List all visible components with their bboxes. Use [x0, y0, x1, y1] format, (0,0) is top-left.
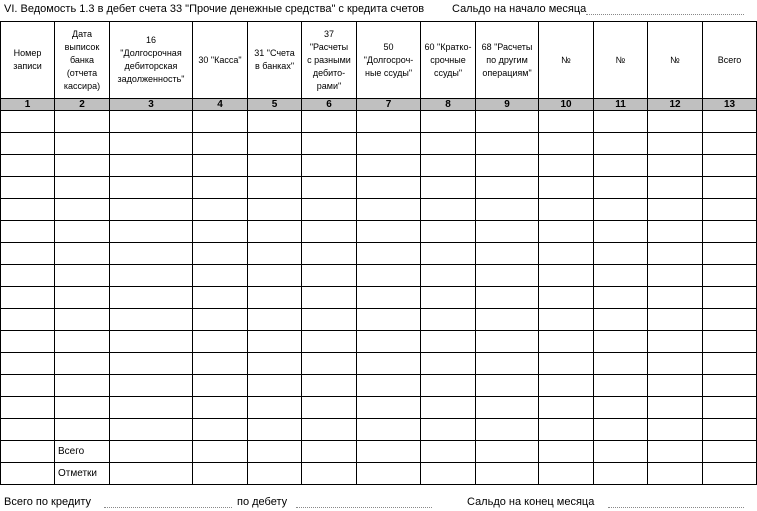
entry-rows: [1, 111, 757, 485]
column-header: [703, 22, 757, 99]
table-cell[interactable]: [539, 265, 594, 287]
column-number: 13: [703, 99, 757, 111]
column-header: [357, 22, 421, 99]
table-cell[interactable]: [302, 221, 357, 243]
table-cell[interactable]: [703, 155, 757, 177]
total-row: [1, 441, 757, 463]
table-cell[interactable]: [594, 309, 648, 331]
table-cell[interactable]: [1, 199, 55, 221]
debit-field[interactable]: [296, 507, 432, 508]
table-cell[interactable]: [193, 221, 248, 243]
table-cell[interactable]: [302, 441, 357, 463]
table-cell[interactable]: [648, 353, 703, 375]
table-cell[interactable]: [703, 221, 757, 243]
table-cell[interactable]: [594, 419, 648, 441]
table-cell[interactable]: [421, 177, 476, 199]
table-cell[interactable]: [193, 309, 248, 331]
total-row-label: Всего: [55, 441, 110, 463]
table-cell[interactable]: [594, 265, 648, 287]
table-cell[interactable]: [248, 309, 302, 331]
table-cell[interactable]: [703, 287, 757, 309]
table-cell[interactable]: [421, 243, 476, 265]
column-header: [302, 22, 357, 99]
table-cell[interactable]: [193, 397, 248, 419]
table-cell[interactable]: [55, 397, 110, 419]
table-cell[interactable]: [703, 199, 757, 221]
table-cell[interactable]: [703, 353, 757, 375]
table-cell[interactable]: [302, 397, 357, 419]
table-cell[interactable]: [1, 177, 55, 199]
column-header: [594, 22, 648, 99]
table-cell[interactable]: [594, 397, 648, 419]
table-cell[interactable]: [55, 419, 110, 441]
table-cell[interactable]: [357, 353, 421, 375]
table-cell[interactable]: [476, 199, 539, 221]
table-cell[interactable]: [594, 243, 648, 265]
table-cell[interactable]: [193, 265, 248, 287]
table-cell[interactable]: [110, 353, 193, 375]
table-cell[interactable]: [110, 331, 193, 353]
column-number: 1: [1, 99, 55, 111]
table-cell[interactable]: [55, 243, 110, 265]
table-cell[interactable]: [248, 287, 302, 309]
table-cell[interactable]: [421, 265, 476, 287]
table-cell[interactable]: [110, 375, 193, 397]
table-cell[interactable]: [110, 155, 193, 177]
table-cell[interactable]: [648, 441, 703, 463]
table-cell[interactable]: [248, 133, 302, 155]
table-cell[interactable]: [476, 155, 539, 177]
table-row: [1, 221, 757, 243]
table-cell[interactable]: [594, 177, 648, 199]
column-header: [248, 22, 302, 99]
column-header-text: 31 "Счета в банках": [254, 48, 295, 71]
table-cell[interactable]: [302, 331, 357, 353]
marks-row: [1, 463, 757, 485]
table-cell[interactable]: [421, 375, 476, 397]
table-cell[interactable]: [539, 111, 594, 133]
table-cell[interactable]: [357, 243, 421, 265]
table-cell[interactable]: [110, 111, 193, 133]
table-row: [1, 243, 757, 265]
table-cell[interactable]: [248, 155, 302, 177]
table-cell[interactable]: [703, 331, 757, 353]
column-header-text: 60 "Кратко- срочные ссуды": [424, 41, 472, 78]
table-cell[interactable]: [421, 199, 476, 221]
table-cell[interactable]: [357, 375, 421, 397]
table-cell[interactable]: [421, 441, 476, 463]
table-cell[interactable]: [476, 397, 539, 419]
table-cell[interactable]: [357, 265, 421, 287]
table-cell[interactable]: [703, 375, 757, 397]
table-cell[interactable]: [421, 287, 476, 309]
table-cell[interactable]: [110, 397, 193, 419]
table-cell[interactable]: [248, 111, 302, 133]
marks-row-label: Отметки: [55, 463, 110, 485]
table-cell[interactable]: [648, 265, 703, 287]
column-header: [476, 22, 539, 99]
table-cell[interactable]: [476, 463, 539, 485]
table-row: [1, 397, 757, 419]
table-cell[interactable]: [421, 155, 476, 177]
table-row: [1, 265, 757, 287]
table-cell[interactable]: [594, 353, 648, 375]
table-cell[interactable]: [110, 419, 193, 441]
table-cell[interactable]: [539, 375, 594, 397]
table-cell[interactable]: [648, 309, 703, 331]
table-cell[interactable]: [1, 221, 55, 243]
column-header: [539, 22, 594, 99]
table-cell[interactable]: [110, 441, 193, 463]
table-cell[interactable]: [476, 331, 539, 353]
table-cell[interactable]: [248, 331, 302, 353]
column-number: 7: [357, 99, 421, 111]
column-header-text: Дата выписок банка (отчета кассира): [63, 28, 101, 91]
table-cell[interactable]: [302, 309, 357, 331]
column-number: 8: [421, 99, 476, 111]
table-cell[interactable]: [1, 265, 55, 287]
table-cell[interactable]: [539, 287, 594, 309]
table-cell[interactable]: [110, 221, 193, 243]
table-cell[interactable]: [193, 331, 248, 353]
table-cell[interactable]: [539, 309, 594, 331]
table-cell[interactable]: [648, 287, 703, 309]
table-cell[interactable]: [1, 441, 55, 463]
table-cell[interactable]: [357, 177, 421, 199]
table-cell[interactable]: [302, 111, 357, 133]
table-cell[interactable]: [594, 221, 648, 243]
table-cell[interactable]: [248, 221, 302, 243]
table-cell[interactable]: [357, 155, 421, 177]
table-cell[interactable]: [193, 243, 248, 265]
table-cell[interactable]: [594, 133, 648, 155]
table-cell[interactable]: [648, 177, 703, 199]
table-cell[interactable]: [302, 155, 357, 177]
table-row: [1, 375, 757, 397]
table-cell[interactable]: [55, 309, 110, 331]
table-cell[interactable]: [1, 463, 55, 485]
table-cell[interactable]: [703, 397, 757, 419]
table-cell[interactable]: [1, 133, 55, 155]
table-cell[interactable]: [55, 287, 110, 309]
table-cell[interactable]: [357, 111, 421, 133]
table-cell[interactable]: [302, 375, 357, 397]
table-cell[interactable]: [302, 199, 357, 221]
table-row: [1, 419, 757, 441]
column-header-text: 50 "Долгосроч- ные ссуды": [363, 41, 414, 78]
table-cell[interactable]: [357, 199, 421, 221]
table-cell[interactable]: [539, 221, 594, 243]
table-cell[interactable]: [703, 111, 757, 133]
table-cell[interactable]: [703, 309, 757, 331]
table-cell[interactable]: [193, 177, 248, 199]
table-cell[interactable]: [357, 287, 421, 309]
table-row: [1, 111, 757, 133]
table-cell[interactable]: [421, 309, 476, 331]
credit-total-label: Всего по кредиту: [4, 496, 92, 508]
table-cell[interactable]: [421, 221, 476, 243]
table-cell[interactable]: [476, 309, 539, 331]
table-cell[interactable]: [539, 133, 594, 155]
table-cell[interactable]: [110, 265, 193, 287]
table-cell[interactable]: [703, 463, 757, 485]
credit-total-field[interactable]: [104, 507, 232, 508]
column-header-text: 68 "Расчеты по другим операциям": [481, 41, 533, 78]
table-cell[interactable]: [648, 111, 703, 133]
table-cell[interactable]: [1, 331, 55, 353]
table-cell[interactable]: [594, 199, 648, 221]
table-cell[interactable]: [476, 441, 539, 463]
table-cell[interactable]: [1, 155, 55, 177]
table-cell[interactable]: [1, 353, 55, 375]
table-cell[interactable]: [539, 441, 594, 463]
table-cell[interactable]: [476, 111, 539, 133]
table-cell[interactable]: [703, 243, 757, 265]
table-cell[interactable]: [539, 177, 594, 199]
table-cell[interactable]: [648, 397, 703, 419]
table-cell[interactable]: [357, 331, 421, 353]
column-header-text: №: [670, 54, 680, 65]
table-cell[interactable]: [248, 397, 302, 419]
header-row: [1, 22, 757, 99]
table-cell[interactable]: [648, 199, 703, 221]
table-cell[interactable]: [357, 419, 421, 441]
table-cell[interactable]: [539, 331, 594, 353]
column-number: 10: [539, 99, 594, 111]
table-cell[interactable]: [421, 133, 476, 155]
saldo-start-field[interactable]: [586, 14, 744, 15]
table-cell[interactable]: [1, 309, 55, 331]
column-header-text: №: [615, 54, 626, 65]
table-row: [1, 287, 757, 309]
table-cell[interactable]: [648, 133, 703, 155]
table-cell[interactable]: [357, 463, 421, 485]
table-cell[interactable]: [357, 221, 421, 243]
column-number: 4: [193, 99, 248, 111]
table-cell[interactable]: [248, 265, 302, 287]
table-cell[interactable]: [476, 133, 539, 155]
saldo-start-label: Сальдо на начало месяца: [452, 3, 587, 15]
table-cell[interactable]: [648, 243, 703, 265]
table-cell[interactable]: [539, 155, 594, 177]
table-cell[interactable]: [1, 397, 55, 419]
table-cell[interactable]: [539, 419, 594, 441]
table-cell[interactable]: [1, 419, 55, 441]
table-cell[interactable]: [55, 155, 110, 177]
table-cell[interactable]: [421, 397, 476, 419]
table-cell[interactable]: [248, 177, 302, 199]
column-header: [55, 22, 110, 99]
column-number-row: [1, 99, 757, 111]
table-cell[interactable]: [193, 133, 248, 155]
table-cell[interactable]: [1, 287, 55, 309]
table-cell[interactable]: [193, 287, 248, 309]
table-cell[interactable]: [302, 419, 357, 441]
table-cell[interactable]: [703, 177, 757, 199]
table-cell[interactable]: [648, 375, 703, 397]
table-cell[interactable]: [193, 353, 248, 375]
table-cell[interactable]: [248, 441, 302, 463]
table-cell[interactable]: [193, 419, 248, 441]
table-cell[interactable]: [193, 441, 248, 463]
table-row: [1, 353, 757, 375]
debit-label: по дебету: [237, 496, 288, 508]
column-number: 2: [55, 99, 110, 111]
table-cell[interactable]: [110, 177, 193, 199]
table-cell[interactable]: [703, 133, 757, 155]
table-cell[interactable]: [421, 353, 476, 375]
table-cell[interactable]: [1, 375, 55, 397]
table-cell[interactable]: [421, 331, 476, 353]
table-cell[interactable]: [110, 463, 193, 485]
table-cell[interactable]: [1, 111, 55, 133]
table-cell[interactable]: [110, 133, 193, 155]
column-header: [1, 22, 55, 99]
table-cell[interactable]: [476, 419, 539, 441]
table-cell[interactable]: [703, 441, 757, 463]
table-cell[interactable]: [302, 463, 357, 485]
column-number: 3: [110, 99, 193, 111]
table-cell[interactable]: [110, 287, 193, 309]
table-cell[interactable]: [476, 177, 539, 199]
page-title: VI. Ведомость 1.3 в дебет счета 33 "Прочие денежные средства" с кредита счетов: [4, 3, 425, 15]
table-cell[interactable]: [110, 199, 193, 221]
ledger-table: [0, 21, 757, 485]
table-cell[interactable]: [594, 287, 648, 309]
column-header-text: 37 "Расчеты с разными дебито- рами": [307, 28, 351, 91]
table-cell[interactable]: [302, 265, 357, 287]
table-cell[interactable]: [193, 375, 248, 397]
table-row: [1, 133, 757, 155]
table-cell[interactable]: [55, 331, 110, 353]
table-cell[interactable]: [55, 111, 110, 133]
table-cell[interactable]: [55, 353, 110, 375]
saldo-end-label: Сальдо на конец месяца: [467, 496, 595, 508]
table-row: [1, 155, 757, 177]
column-number: 12: [648, 99, 703, 111]
column-header-text: 30 "Касса": [198, 54, 242, 65]
table-cell[interactable]: [539, 397, 594, 419]
table-cell[interactable]: [193, 155, 248, 177]
column-header-text: Номер записи: [13, 48, 42, 71]
table-cell[interactable]: [594, 111, 648, 133]
table-cell[interactable]: [648, 463, 703, 485]
table-cell[interactable]: [476, 353, 539, 375]
table-cell[interactable]: [648, 221, 703, 243]
table-cell[interactable]: [193, 111, 248, 133]
column-header-text: 16 "Долгосрочная дебиторская задолженность": [117, 35, 185, 84]
table-cell[interactable]: [55, 221, 110, 243]
table-cell[interactable]: [476, 287, 539, 309]
table-cell[interactable]: [55, 199, 110, 221]
column-number: 9: [476, 99, 539, 111]
table-cell[interactable]: [193, 463, 248, 485]
table-cell[interactable]: [248, 375, 302, 397]
column-header-text: №: [561, 54, 571, 65]
table-cell[interactable]: [357, 309, 421, 331]
table-cell[interactable]: [248, 419, 302, 441]
table-cell[interactable]: [110, 309, 193, 331]
table-cell[interactable]: [421, 463, 476, 485]
table-cell[interactable]: [421, 111, 476, 133]
table-cell[interactable]: [648, 155, 703, 177]
table-cell[interactable]: [594, 375, 648, 397]
column-number: 11: [594, 99, 648, 111]
table-cell[interactable]: [421, 419, 476, 441]
saldo-end-field[interactable]: [608, 507, 744, 508]
table-cell[interactable]: [703, 265, 757, 287]
column-header-text: Всего: [717, 54, 742, 65]
table-cell[interactable]: [476, 375, 539, 397]
table-cell[interactable]: [248, 243, 302, 265]
table-cell[interactable]: [703, 419, 757, 441]
table-cell[interactable]: [539, 243, 594, 265]
table-cell[interactable]: [539, 463, 594, 485]
table-cell[interactable]: [248, 463, 302, 485]
table-cell[interactable]: [357, 133, 421, 155]
column-number: 5: [248, 99, 302, 111]
table-cell[interactable]: [648, 331, 703, 353]
table-cell[interactable]: [539, 353, 594, 375]
table-cell[interactable]: [55, 265, 110, 287]
table-cell[interactable]: [357, 397, 421, 419]
table-row: [1, 177, 757, 199]
table-cell[interactable]: [476, 221, 539, 243]
table-cell[interactable]: [248, 353, 302, 375]
table-cell[interactable]: [110, 243, 193, 265]
table-cell[interactable]: [55, 177, 110, 199]
table-cell[interactable]: [302, 353, 357, 375]
column-header: [110, 22, 193, 99]
table-row: [1, 331, 757, 353]
column-header: [193, 22, 248, 99]
table-row: [1, 309, 757, 331]
table-cell[interactable]: [193, 199, 248, 221]
table-cell[interactable]: [476, 265, 539, 287]
table-cell[interactable]: [539, 199, 594, 221]
table-cell[interactable]: [302, 133, 357, 155]
table-cell[interactable]: [357, 441, 421, 463]
table-cell[interactable]: [55, 133, 110, 155]
table-cell[interactable]: [1, 243, 55, 265]
column-number: 6: [302, 99, 357, 111]
table-cell[interactable]: [594, 155, 648, 177]
table-cell[interactable]: [55, 375, 110, 397]
table-cell[interactable]: [302, 287, 357, 309]
table-cell[interactable]: [594, 441, 648, 463]
table-cell[interactable]: [302, 177, 357, 199]
column-header: [648, 22, 703, 99]
table-cell[interactable]: [476, 243, 539, 265]
column-header: [421, 22, 476, 99]
table-cell[interactable]: [302, 243, 357, 265]
table-cell[interactable]: [594, 331, 648, 353]
table-cell[interactable]: [594, 463, 648, 485]
table-row: [1, 199, 757, 221]
table-cell[interactable]: [248, 199, 302, 221]
table-cell[interactable]: [648, 419, 703, 441]
